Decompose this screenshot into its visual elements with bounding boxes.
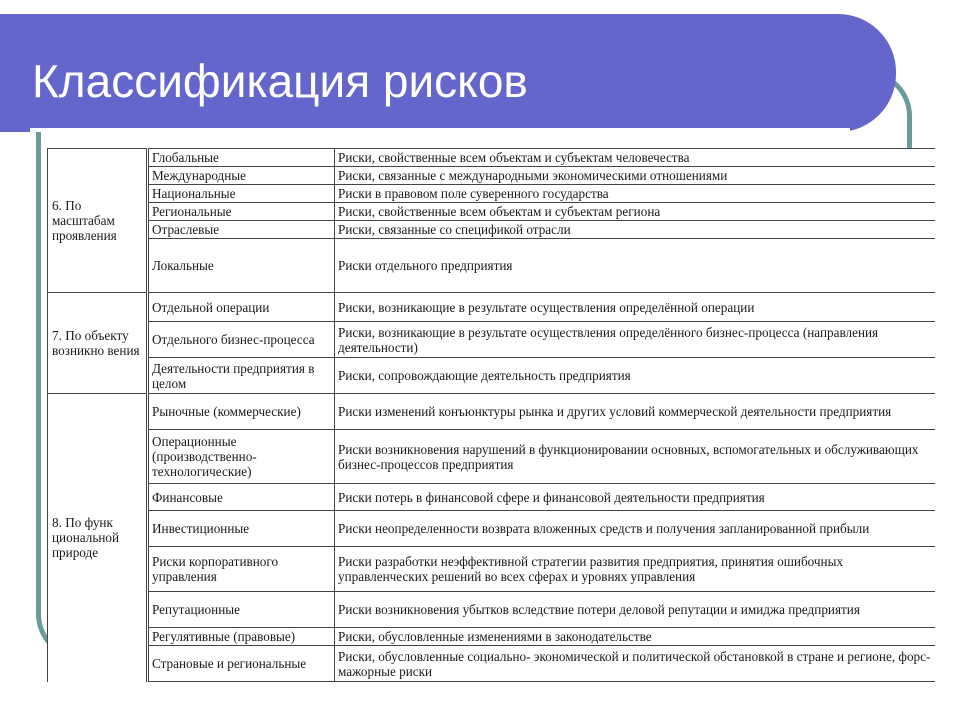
category-cell: 8. По функ циональной природе (48, 394, 148, 682)
risk-description-cell: Риски возникновения нарушений в функционировании основных, вспомогательных и обслуживающих бизнес-процессов предприятия (335, 430, 936, 484)
risk-description-cell: Риски, сопровождающие деятельность предприятия (335, 358, 936, 394)
table-row (48, 628, 936, 646)
table-row (48, 185, 936, 203)
risk-description-cell: Риски отдельного предприятия (335, 239, 936, 293)
risk-description-cell: Риски, связанные с международными экономическими отношениями (335, 167, 936, 185)
risk-description-cell: Риски, связанные со спецификой отрасли (335, 221, 936, 239)
risk-type-cell: Глобальные (148, 149, 335, 167)
risk-description-cell: Риски в правовом поле суверенного государства (335, 185, 936, 203)
slide-title: Классификация рисков (32, 55, 528, 107)
risk-description-cell: Риски, обусловленные социально- экономической и политической обстановкой в стране и регионе, форс-мажорные риски (335, 646, 936, 682)
table-row (48, 167, 936, 185)
category-cell: 7. По объекту возникно вения (48, 293, 148, 394)
risk-description-cell: Риски, возникающие в результате осуществления определённого бизнес-процесса (направления деятельности) (335, 322, 936, 358)
risk-description-cell: Риски неопределенности возврата вложенных средств и получения запланированной прибыли (335, 511, 936, 547)
risk-description-cell: Риски потерь в финансовой сфере и финансовой деятельности предприятия (335, 484, 936, 511)
risk-type-cell: Отдельной операции (148, 293, 335, 322)
risk-type-cell: Финансовые (148, 484, 335, 511)
risk-type-cell: Отраслевые (148, 221, 335, 239)
risk-type-cell: Отдельного бизнес-процесса (148, 322, 335, 358)
risk-type-cell: Страновые и региональные (148, 646, 335, 682)
risk-type-cell: Локальные (148, 239, 335, 293)
table-row (48, 221, 936, 239)
risk-description-cell: Риски, свойственные всем объектам и субъектам региона (335, 203, 936, 221)
risk-description-cell: Риски, обусловленные изменениями в законодательстве (335, 628, 936, 646)
table-row (48, 203, 936, 221)
table-row (48, 430, 936, 484)
risk-type-cell: Рыночные (коммерческие) (148, 394, 335, 430)
title-bar (0, 14, 896, 132)
table-row (48, 239, 936, 293)
table-row (48, 293, 936, 322)
risk-description-cell: Риски, возникающие в результате осуществления определённой операции (335, 293, 936, 322)
risk-classification-table (47, 148, 935, 682)
table-row (48, 511, 936, 547)
table-row (48, 646, 936, 682)
table-row (48, 592, 936, 628)
table-row (48, 394, 936, 430)
table-row (48, 484, 936, 511)
risk-description-cell: Риски разработки неэффективной стратегии развития предприятия, принятия ошибочных управленческих решений во всех сферах и уровнях управления (335, 547, 936, 592)
table-row (48, 322, 936, 358)
risk-description-cell: Риски изменений конъюнктуры рынка и других условий коммерческой деятельности предприятия (335, 394, 936, 430)
risk-type-cell: Риски корпоративного управления (148, 547, 335, 592)
risk-description-cell: Риски, свойственные всем объектам и субъектам человечества (335, 149, 936, 167)
risk-type-cell: Инвестиционные (148, 511, 335, 547)
risk-table-container (47, 148, 935, 688)
title-underline (30, 128, 850, 132)
table-row (48, 358, 936, 394)
risk-type-cell: Региональные (148, 203, 335, 221)
risk-type-cell: Международные (148, 167, 335, 185)
table-row (48, 547, 936, 592)
risk-type-cell: Регулятивные (правовые) (148, 628, 335, 646)
category-cell: 6. По масштабам проявления (48, 149, 148, 293)
risk-type-cell: Операционные (производственно-технологические) (148, 430, 335, 484)
risk-type-cell: Деятельности предприятия в целом (148, 358, 335, 394)
risk-description-cell: Риски возникновения убытков вследствие потери деловой репутации и имиджа предприятия (335, 592, 936, 628)
risk-type-cell: Национальные (148, 185, 335, 203)
risk-type-cell: Репутационные (148, 592, 335, 628)
table-row (48, 149, 936, 167)
